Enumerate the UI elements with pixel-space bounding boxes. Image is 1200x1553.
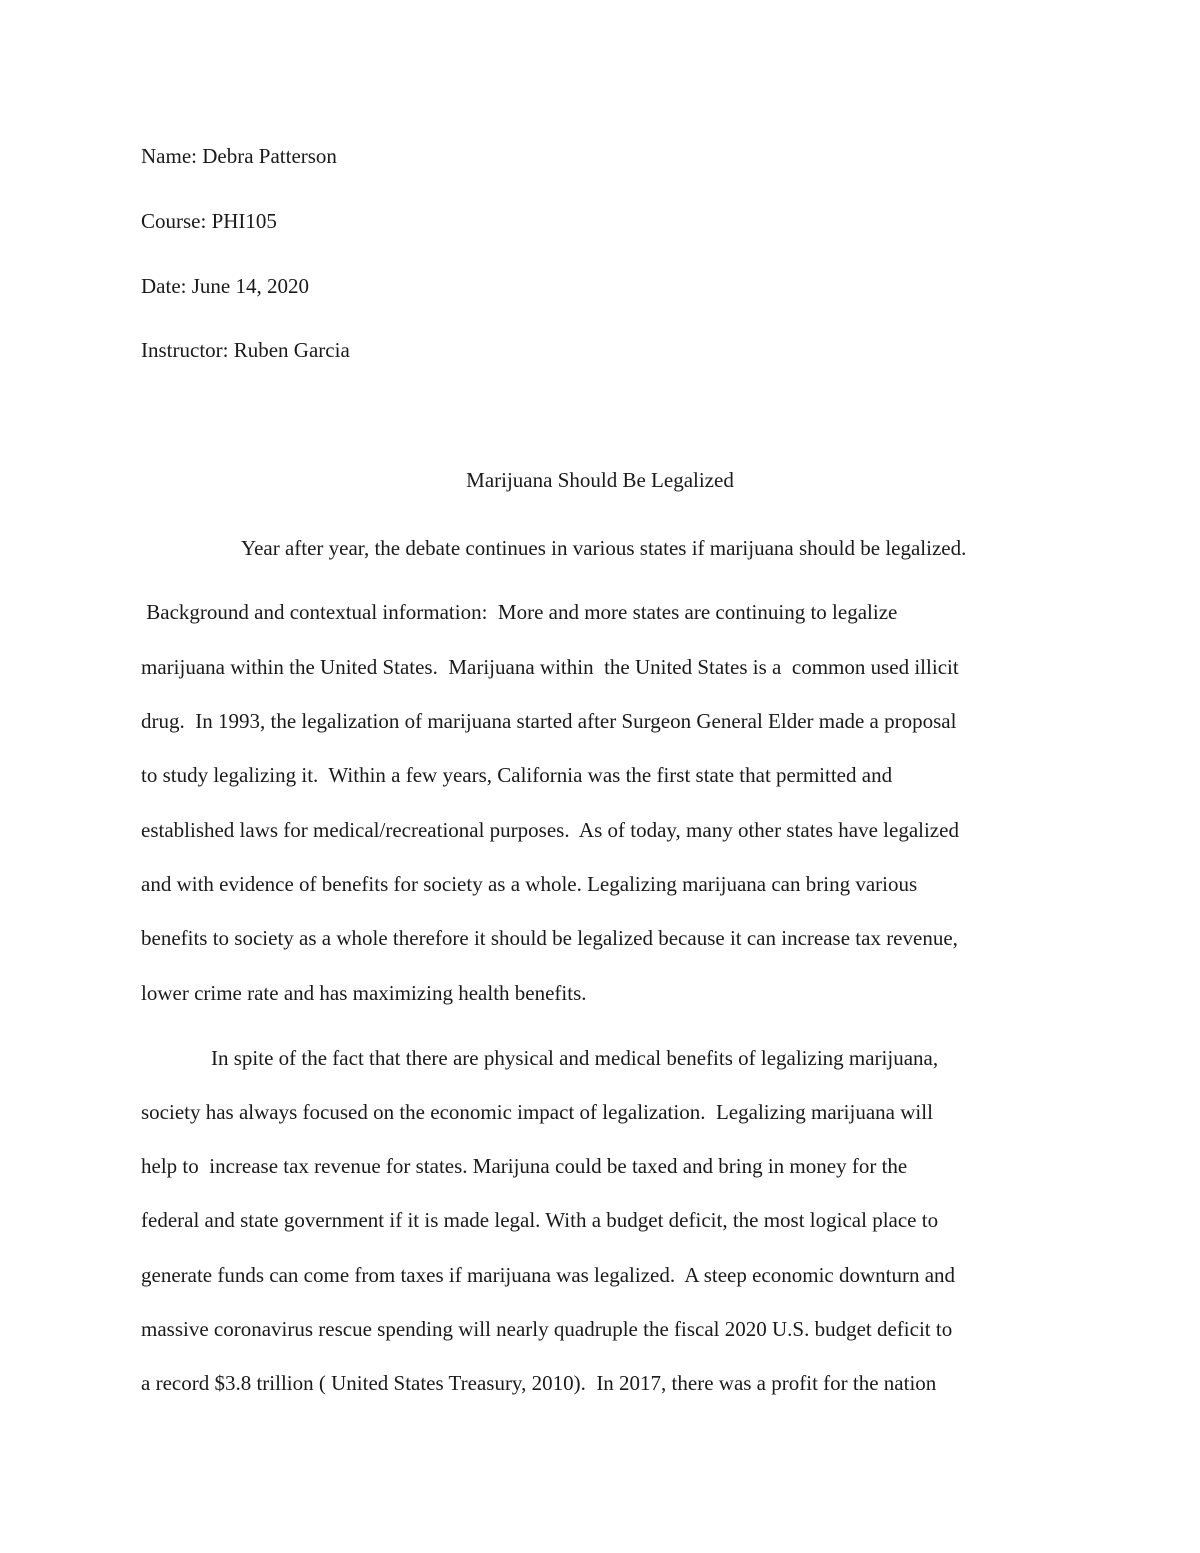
paragraph-line: society has always focused on the economic impact of legalization. Legalizing marijuana will [141, 1100, 933, 1124]
paragraph-line: drug. In 1993, the legalization of marijuana started after Surgeon General Elder made a proposal [141, 709, 957, 733]
paragraph-line: established laws for medical/recreational purposes. As of today, many other states have legalized [141, 818, 959, 842]
course-line: Course: PHI105 [141, 209, 277, 233]
paragraph-line: marijuana within the United States. Marijuana within the United States is a common used illicit [141, 655, 959, 679]
paragraph-line: help to increase tax revenue for states. Marijuna could be taxed and bring in money for the [141, 1154, 908, 1178]
paragraph-line: generate funds can come from taxes if marijuana was legalized. A steep economic downturn and [141, 1263, 956, 1287]
date-line: Date: June 14, 2020 [141, 274, 309, 298]
paragraph-line: benefits to society as a whole therefore it should be legalized because it can increase tax revenue, [141, 926, 958, 950]
instructor-line: Instructor: Ruben Garcia [141, 338, 350, 362]
paragraph-line: massive coronavirus rescue spending will nearly quadruple the fiscal 2020 U.S. budget deficit to [141, 1317, 953, 1341]
paragraph-line: and with evidence of benefits for society as a whole. Legalizing marijuana can bring various [141, 872, 918, 896]
paragraph-line: In spite of the fact that there are physical and medical benefits of legalizing marijuana, [211, 1046, 939, 1070]
paragraph-line: lower crime rate and has maximizing health benefits. [141, 981, 587, 1005]
student-name: Name: Debra Patterson [141, 144, 337, 168]
paragraph-line: Year after year, the debate continues in various states if marijuana should be legalized. [241, 536, 967, 560]
paragraph-line: federal and state government if it is made legal. With a budget deficit, the most logical place to [141, 1208, 939, 1232]
essay-title: Marijuana Should Be Legalized [466, 468, 734, 492]
paragraph-line: a record $3.8 trillion ( United States Treasury, 2010). In 2017, there was a profit for the nation [141, 1371, 937, 1395]
paragraph-line: to study legalizing it. Within a few years, California was the first state that permitted and [141, 763, 893, 787]
paragraph-line: Background and contextual information: More and more states are continuing to legalize [141, 600, 898, 624]
